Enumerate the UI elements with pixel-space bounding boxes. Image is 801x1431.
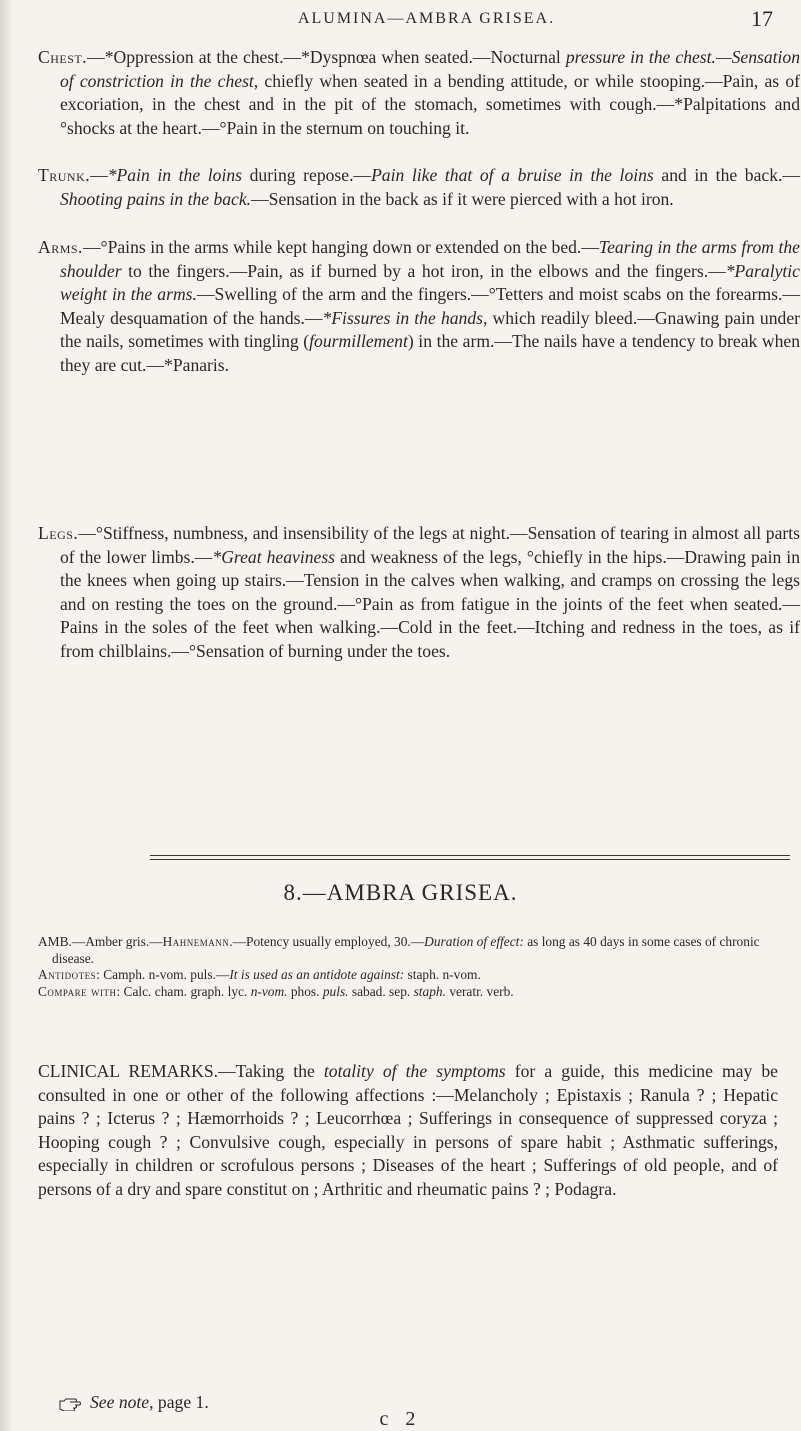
text-run: as long as 40 days in some cases of chronic disease. — [52, 934, 760, 966]
text-run: —Swelling of the arm and the fingers.—°Tetters and moist scabs on the forearms.—Mealy desquamation of the hands.— — [60, 284, 800, 328]
text-run: for a guide, this medicine may be consulted in one or other of the following affections :—Melancholy ; Epistaxis ; Ranula ? ; Hepatic pains ? ; Icterus ? ; Hæmorrhoids ? ; Leucorrhœa ; Sufferings in consequence of suppressed coryza ; Hooping cough ? ; Convulsive cough, especially in persons of spare habit ; Asthmatic sufferings, especially in children or scrofulous persons ; Diseases of the heart ; Sufferings of old people, and of persons of a dry and spare constitut on ; Arthritic and rheumatic pains ? ; Podagra. — [38, 1061, 778, 1199]
paragraph-legs — [38, 522, 800, 664]
text-run: Pain like that of a bruise in the loins — [371, 165, 654, 185]
signature-mark: c 2 — [379, 1408, 422, 1430]
text-run: phos. — [287, 983, 323, 999]
text-run: chiefly when seated in a bending attitude, or while stooping.—Pain, as of excoriation, in the chest and in the pit of the stomach, sometimes with cough.—*Palpitations and °shocks at the heart.—°Pain in the sternum on touching it. — [60, 70, 800, 138]
text-run: *Pain in the loins — [107, 165, 242, 185]
section-label: Legs. — [38, 523, 79, 543]
text-run: staph. n-vom. — [404, 967, 481, 982]
text-run: puls. — [322, 983, 349, 999]
section-label: Arms. — [38, 237, 83, 257]
text-run: —*Oppression at the chest.—*Dyspnœa when seated.—Nocturnal — [87, 47, 566, 67]
text-run: Shooting pains in the back. — [60, 188, 252, 209]
paragraph-text — [60, 47, 800, 138]
paragraph-trunk — [38, 164, 800, 211]
text-run: veratr. verb. — [445, 983, 514, 999]
running-title: ALUMINA—AMBRA GRISEA. — [297, 10, 556, 27]
text-run: CLINICAL REMARKS.—Taking the — [38, 1061, 324, 1081]
text-run: —°Stiffness, numbness, and insensibility of the legs at night.—Sensation of tearing in almost all parts of the lower limbs.— — [60, 523, 800, 567]
paragraph-chest — [38, 46, 800, 140]
running-head — [80, 6, 773, 34]
text-run: : Calc. cham. graph. lyc. — [116, 983, 251, 999]
text-run: sabad. sep. — [348, 983, 414, 999]
text-run: Tearing in the arms from the shoulder — [60, 237, 800, 281]
text-run: .—Potency usually employed, 30.— — [229, 934, 425, 949]
remedy-metadata — [38, 934, 782, 1000]
text-run: *Fissures in the hands, — [322, 307, 488, 328]
metadata-line — [38, 967, 782, 984]
section-heading: 8.—AMBRA GRISEA. — [283, 880, 518, 905]
paragraph-text — [60, 523, 800, 661]
text-run: Hahnemann — [162, 934, 230, 949]
paragraph-text — [60, 165, 800, 209]
text-run: n-vom. — [250, 983, 288, 999]
text-run: *Great heaviness — [212, 546, 336, 567]
text-run: See note, — [90, 1392, 154, 1412]
text-run: pressure in the chest.—Sensation of constriction in the chest, — [60, 47, 801, 91]
text-run: staph. — [413, 983, 446, 999]
text-run: AMB.—Amber gris.— — [38, 934, 163, 949]
divider-rule — [150, 855, 790, 856]
binding-edge — [0, 0, 14, 1431]
text-run: and weakness of the legs, °chiefly in the hips.—Drawing pain in the knees when going up stairs.—Tension in the calves when walking, and cramps on crossing the legs and on resting the toes on the ground.—°Pain as from fatigue in the joints of the feet when seated.—Pains in the soles of the feet when walking.—Cold in the feet.—Itching and redness in the toes, as if from chilblains.—°Sensation of burning under the toes. — [60, 546, 800, 661]
text-run: Duration of effect: — [424, 934, 524, 949]
text-run: Compare with — [38, 983, 117, 999]
metadata-line — [38, 934, 782, 967]
text-run: totality of the symptoms — [323, 1061, 506, 1081]
section-label: Chest. — [38, 47, 88, 67]
text-run: fourmillement — [309, 331, 408, 352]
text-run: It is used as an antidote against: — [229, 967, 405, 982]
text-run: during repose.— — [242, 165, 372, 185]
text-run: and in the back.— — [653, 165, 800, 185]
paragraph-arms — [38, 236, 800, 378]
text-run: which readily bleed.—Gnawing pain under the nails, sometimes with tingling ( — [60, 307, 800, 352]
text-run: Antidotes — [38, 967, 97, 982]
text-run: —Sensation in the back as if it were pierced with a hot iron. — [251, 188, 674, 209]
text-run: *Paralytic weight in the arms. — [60, 260, 800, 305]
text-run: ) in the arm.—The nails have a tendency to break when they are cut.—*Panaris. — [60, 331, 801, 375]
text-run: to the fingers.—Pain, as if burned by a hot iron, in the elbows and the fingers.— — [121, 260, 726, 281]
metadata-line — [38, 984, 782, 1001]
divider-rule — [150, 859, 790, 860]
clinical-remarks — [38, 1060, 778, 1202]
text-run: page 1. — [153, 1392, 209, 1412]
paragraph-text — [60, 237, 800, 375]
page-number: 17 — [751, 6, 773, 31]
text-run: — — [90, 165, 108, 185]
section-label: Trunk. — [38, 165, 91, 185]
text-run: —°Pains in the arms while kept hanging down or extended on the bed.— — [82, 237, 599, 257]
text-run: : Camph. n-vom. puls.— — [96, 967, 230, 982]
